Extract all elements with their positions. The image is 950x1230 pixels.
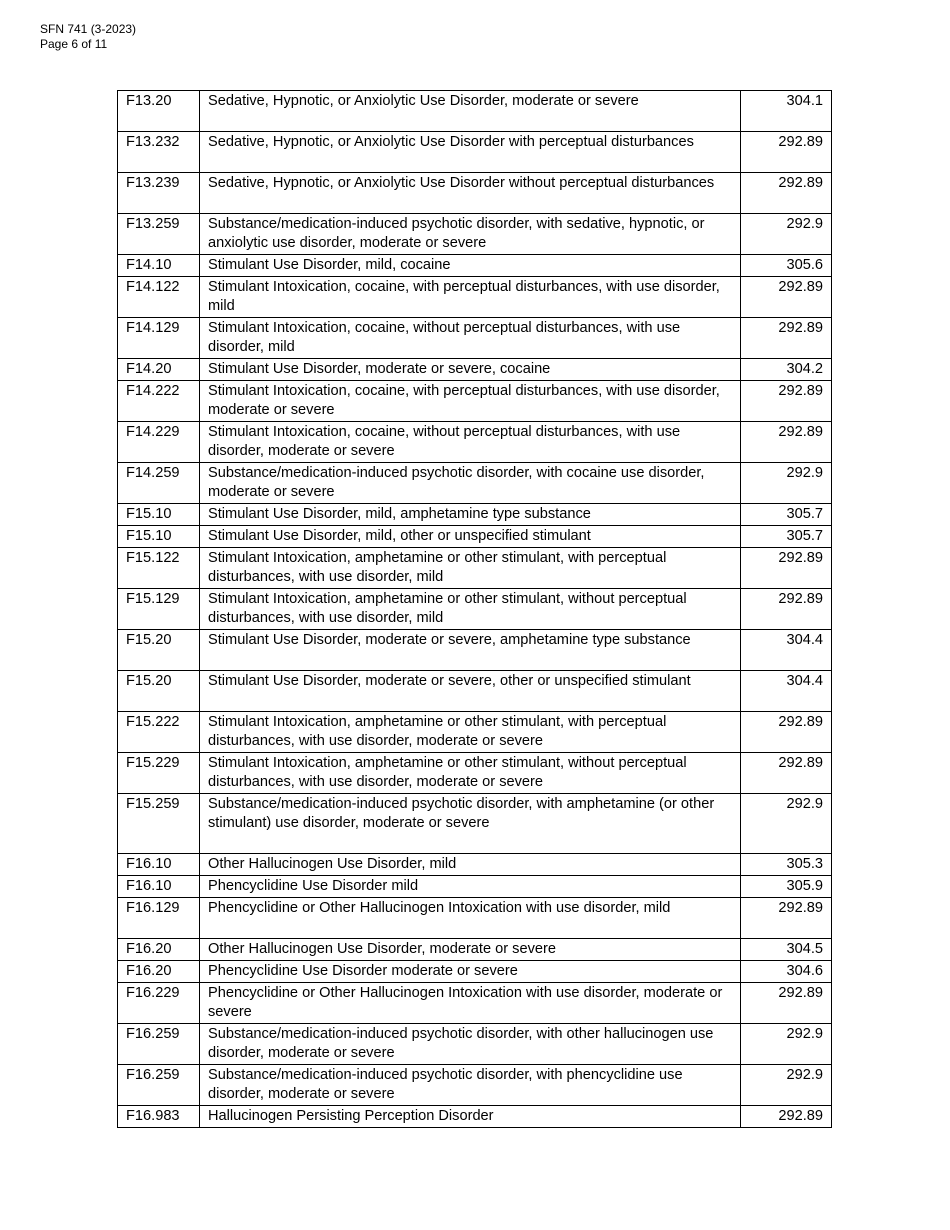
description-cell: Stimulant Use Disorder, moderate or severe, cocaine — [200, 359, 741, 381]
description-cell: Substance/medication-induced psychotic disorder, with other hallucinogen use disorder, moderate or severe — [200, 1024, 741, 1065]
description-cell: Sedative, Hypnotic, or Anxiolytic Use Disorder, moderate or severe — [200, 91, 741, 132]
icd10-code-cell: F16.259 — [118, 1024, 200, 1065]
description-cell: Substance/medication-induced psychotic disorder, with phencyclidine use disorder, moderate or severe — [200, 1065, 741, 1106]
icd9-code-cell: 292.89 — [741, 173, 832, 214]
description-cell: Substance/medication-induced psychotic disorder, with cocaine use disorder, moderate or severe — [200, 463, 741, 504]
description-cell: Stimulant Use Disorder, moderate or severe, other or unspecified stimulant — [200, 671, 741, 712]
icd9-code-cell: 305.6 — [741, 255, 832, 277]
table-row — [118, 214, 832, 255]
icd10-code-cell: F16.10 — [118, 876, 200, 898]
table-row — [118, 548, 832, 589]
table-row — [118, 939, 832, 961]
icd9-code-cell: 292.89 — [741, 589, 832, 630]
table-row — [118, 381, 832, 422]
icd10-code-cell: F13.232 — [118, 132, 200, 173]
description-cell: Stimulant Intoxication, amphetamine or other stimulant, without perceptual disturbances, with use disorder, mild — [200, 589, 741, 630]
table-row — [118, 255, 832, 277]
icd10-code-cell: F16.129 — [118, 898, 200, 939]
icd10-code-cell: F16.20 — [118, 939, 200, 961]
form-number: SFN 741 (3-2023) — [40, 22, 137, 36]
table-row — [118, 961, 832, 983]
table-row — [118, 132, 832, 173]
icd9-code-cell: 305.3 — [741, 854, 832, 876]
table-row — [118, 630, 832, 671]
icd9-code-cell: 292.9 — [741, 1024, 832, 1065]
table-row — [118, 1024, 832, 1065]
icd9-code-cell: 292.89 — [741, 132, 832, 173]
icd10-code-cell: F14.122 — [118, 277, 200, 318]
description-cell: Stimulant Use Disorder, mild, other or unspecified stimulant — [200, 526, 741, 548]
description-cell: Substance/medication-induced psychotic disorder, with amphetamine (or other stimulant) use disorder, moderate or severe — [200, 794, 741, 854]
description-cell: Other Hallucinogen Use Disorder, mild — [200, 854, 741, 876]
icd10-code-cell: F15.20 — [118, 630, 200, 671]
description-cell: Stimulant Use Disorder, mild, amphetamine type substance — [200, 504, 741, 526]
icd10-code-cell: F15.20 — [118, 671, 200, 712]
icd10-code-cell: F14.259 — [118, 463, 200, 504]
description-cell: Stimulant Intoxication, cocaine, with perceptual disturbances, with use disorder, moderate or severe — [200, 381, 741, 422]
description-cell: Other Hallucinogen Use Disorder, moderate or severe — [200, 939, 741, 961]
icd10-code-cell: F14.129 — [118, 318, 200, 359]
icd9-code-cell: 292.89 — [741, 277, 832, 318]
icd9-code-cell: 292.89 — [741, 712, 832, 753]
description-cell: Stimulant Intoxication, amphetamine or other stimulant, with perceptual disturbances, with use disorder, mild — [200, 548, 741, 589]
icd10-code-cell: F16.259 — [118, 1065, 200, 1106]
table-row — [118, 318, 832, 359]
icd10-code-cell: F15.10 — [118, 526, 200, 548]
table-row — [118, 794, 832, 854]
icd9-code-cell: 304.1 — [741, 91, 832, 132]
icd9-code-cell: 292.89 — [741, 753, 832, 794]
table-body — [118, 91, 832, 1128]
table-row — [118, 1106, 832, 1128]
page-header — [40, 22, 136, 52]
icd9-code-cell: 292.89 — [741, 898, 832, 939]
icd10-code-cell: F15.129 — [118, 589, 200, 630]
icd9-code-cell: 305.7 — [741, 504, 832, 526]
table-row — [118, 898, 832, 939]
icd9-code-cell: 305.7 — [741, 526, 832, 548]
icd10-code-cell: F14.222 — [118, 381, 200, 422]
icd10-code-cell: F13.259 — [118, 214, 200, 255]
table-row — [118, 983, 832, 1024]
table-row — [118, 876, 832, 898]
icd9-code-cell: 292.89 — [741, 1106, 832, 1128]
table-row — [118, 712, 832, 753]
icd10-code-cell: F14.229 — [118, 422, 200, 463]
icd9-code-cell: 304.2 — [741, 359, 832, 381]
description-cell: Phencyclidine Use Disorder moderate or severe — [200, 961, 741, 983]
icd10-code-cell: F16.229 — [118, 983, 200, 1024]
description-cell: Stimulant Intoxication, cocaine, with perceptual disturbances, with use disorder, mild — [200, 277, 741, 318]
icd9-code-cell: 292.9 — [741, 794, 832, 854]
icd9-code-cell: 305.9 — [741, 876, 832, 898]
description-cell: Sedative, Hypnotic, or Anxiolytic Use Disorder with perceptual disturbances — [200, 132, 741, 173]
table-row — [118, 504, 832, 526]
description-cell: Stimulant Intoxication, amphetamine or other stimulant, without perceptual disturbances, with use disorder, moderate or severe — [200, 753, 741, 794]
icd10-code-cell: F13.20 — [118, 91, 200, 132]
table-row — [118, 277, 832, 318]
icd9-code-cell: 304.6 — [741, 961, 832, 983]
table-row — [118, 422, 832, 463]
table-row — [118, 359, 832, 381]
icd10-code-cell: F15.229 — [118, 753, 200, 794]
diagnosis-code-table — [117, 90, 832, 1128]
icd10-code-cell: F16.983 — [118, 1106, 200, 1128]
table-row — [118, 589, 832, 630]
icd9-code-cell: 304.5 — [741, 939, 832, 961]
description-cell: Stimulant Intoxication, cocaine, without perceptual disturbances, with use disorder, mild — [200, 318, 741, 359]
icd10-code-cell: F16.10 — [118, 854, 200, 876]
description-cell: Phencyclidine Use Disorder mild — [200, 876, 741, 898]
icd9-code-cell: 304.4 — [741, 630, 832, 671]
description-cell: Stimulant Use Disorder, moderate or severe, amphetamine type substance — [200, 630, 741, 671]
description-cell: Hallucinogen Persisting Perception Disorder — [200, 1106, 741, 1128]
icd10-code-cell: F15.222 — [118, 712, 200, 753]
table-row — [118, 91, 832, 132]
description-cell: Phencyclidine or Other Hallucinogen Intoxication with use disorder, moderate or severe — [200, 983, 741, 1024]
icd10-code-cell: F15.259 — [118, 794, 200, 854]
icd10-code-cell: F16.20 — [118, 961, 200, 983]
icd10-code-cell: F15.122 — [118, 548, 200, 589]
icd9-code-cell: 304.4 — [741, 671, 832, 712]
icd9-code-cell: 292.89 — [741, 983, 832, 1024]
icd9-code-cell: 292.89 — [741, 318, 832, 359]
table-row — [118, 463, 832, 504]
table-row — [118, 526, 832, 548]
icd9-code-cell: 292.89 — [741, 422, 832, 463]
table-row — [118, 753, 832, 794]
icd9-code-cell: 292.9 — [741, 1065, 832, 1106]
table-row — [118, 854, 832, 876]
icd9-code-cell: 292.9 — [741, 463, 832, 504]
description-cell: Substance/medication-induced psychotic disorder, with sedative, hypnotic, or anxiolytic use disorder, moderate or severe — [200, 214, 741, 255]
description-cell: Stimulant Intoxication, cocaine, without perceptual disturbances, with use disorder, moderate or severe — [200, 422, 741, 463]
icd9-code-cell: 292.89 — [741, 381, 832, 422]
description-cell: Stimulant Intoxication, amphetamine or other stimulant, with perceptual disturbances, with use disorder, moderate or severe — [200, 712, 741, 753]
description-cell: Phencyclidine or Other Hallucinogen Intoxication with use disorder, mild — [200, 898, 741, 939]
icd10-code-cell: F14.20 — [118, 359, 200, 381]
icd10-code-cell: F13.239 — [118, 173, 200, 214]
description-cell: Sedative, Hypnotic, or Anxiolytic Use Disorder without perceptual disturbances — [200, 173, 741, 214]
icd9-code-cell: 292.89 — [741, 548, 832, 589]
description-cell: Stimulant Use Disorder, mild, cocaine — [200, 255, 741, 277]
icd10-code-cell: F15.10 — [118, 504, 200, 526]
page-number: Page 6 of 11 — [40, 37, 108, 51]
icd10-code-cell: F14.10 — [118, 255, 200, 277]
table-row — [118, 1065, 832, 1106]
icd9-code-cell: 292.9 — [741, 214, 832, 255]
table-row — [118, 173, 832, 214]
table-row — [118, 671, 832, 712]
